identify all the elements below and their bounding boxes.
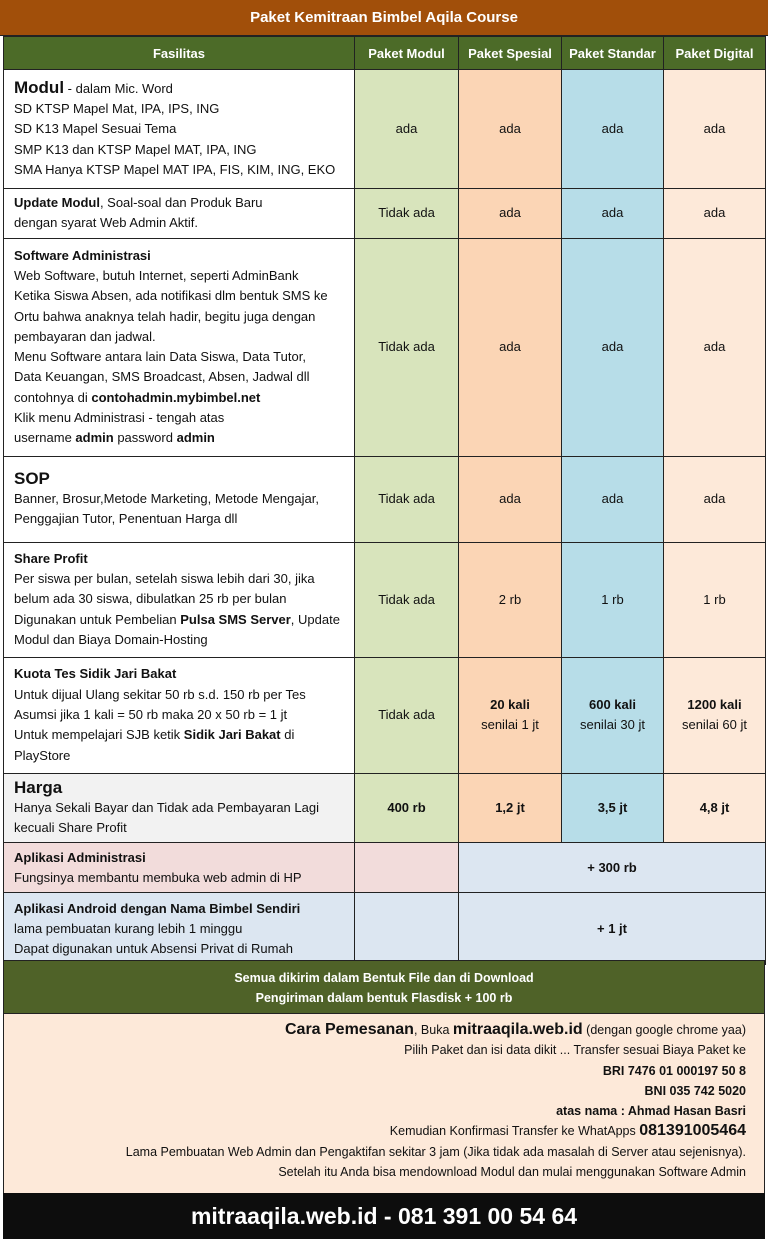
price-paket-spesial: 1,2 jt [459,773,562,843]
cell-update-paket-standar: ada [562,189,664,239]
header-paket-spesial: Paket Spesial [459,37,562,70]
addon-price-aplikasi-android: + 1 jt [459,893,766,965]
cell-software-paket-digital: ada [664,238,766,456]
order-site-link[interactable]: mitraaqila.web.id [452,1021,583,1038]
cell-kuota-paket-modul: Tidak ada [355,657,459,773]
price-paket-standar: 3,5 jt [562,773,664,843]
cell-sop-paket-spesial: ada [459,456,562,542]
cell-update-paket-digital: ada [664,189,766,239]
fasilitas-modul: Modul - dalam Mic. Word SD KTSP Mapel Mat, IPA, IPS, ING SD K13 Mapel Sesuai Tema SMP K13 dan KTSP Mapel MAT, IPA, ING SMA Hanya KTSP Mapel MAT IPA, FIS, KIM, ING, EKO [4,70,355,189]
row-modul [4,70,766,189]
cell-share-paket-modul: Tidak ada [355,542,459,657]
cell-kuota-paket-digital: 1200 kali senilai 60 jt [664,657,766,773]
addon-empty-cell [355,893,459,965]
cell-modul-paket-digital: ada [664,70,766,189]
addon-empty-cell [355,843,459,893]
cell-kuota-paket-spesial: 20 kali senilai 1 jt [459,657,562,773]
order-heading: Cara Pemesanan [284,1021,414,1038]
cell-modul-paket-spesial: ada [459,70,562,189]
row-sop [4,456,766,542]
bank-bri: BRI 7476 01 000197 50 8 [602,1063,746,1078]
cell-software-paket-standar: ada [562,238,664,456]
cell-share-paket-standar: 1 rb [562,542,664,657]
cell-sop-paket-modul: Tidak ada [355,456,459,542]
cell-modul-paket-standar: ada [562,70,664,189]
cell-sop-paket-digital: ada [664,456,766,542]
row-kuota-tes-sidik-jari [4,657,766,773]
cell-share-paket-spesial: 2 rb [459,542,562,657]
fasilitas-software-administrasi: Software Administrasi Web Software, butuh Internet, seperti AdminBank Ketika Siswa Absen, ada notifikasi dlm bentuk SMS ke Ortu bahwa anaknya telah hadir, begitu juga dengan pembayaran dan jadwal. Menu Software antara lain Data Siswa, Data Tutor, Data Keuangan, SMS Broadcast, Absen, Jadwal dll contohnya di contohadmin.mybimbel.net Klik menu Administrasi - tengah atas username admin password admin [4,238,355,456]
cell-update-paket-modul: Tidak ada [355,189,459,239]
header-paket-standar: Paket Standar [562,37,664,70]
fasilitas-kuota-tes: Kuota Tes Sidik Jari Bakat Untuk dijual Ulang sekitar 50 rb s.d. 150 rb per Tes Asumsi jika 1 kali = 50 rb maka 20 x 50 rb = 1 jt Untuk mempelajari SJB ketik Sidik Jari Bakat di PlayStore [4,657,355,773]
cell-share-paket-digital: 1 rb [664,542,766,657]
footer-contact: mitraaqila.web.id - 081 391 00 54 64 [3,1193,765,1239]
cell-sop-paket-standar: ada [562,456,664,542]
row-share-profit [4,542,766,657]
header-paket-modul: Paket Modul [355,37,459,70]
fasilitas-sop: SOP Banner, Brosur,Metode Marketing, Metode Mengajar, Penggajian Tutor, Penentuan Harga dll [4,456,355,542]
fasilitas-harga: Harga Hanya Sekali Bayar dan Tidak ada Pembayaran Lagi kecuali Share Profit [4,773,355,843]
header-row [4,37,766,70]
fasilitas-share-profit: Share Profit Per siswa per bulan, setelah siswa lebih dari 30, jika belum ada 30 siswa, dibulatkan 25 rb per bulan Digunakan untuk Pembelian Pulsa SMS Server, Update Modul dan Biaya Domain-Hosting [4,542,355,657]
row-addon-aplikasi-android [4,893,766,965]
cell-update-paket-spesial: ada [459,189,562,239]
row-software-administrasi [4,238,766,456]
cell-kuota-paket-standar: 600 kali senilai 30 jt [562,657,664,773]
contoh-admin-link: contohadmin.mybimbel.net [91,389,261,405]
bank-bni: BNI 035 742 5020 [644,1083,746,1098]
fasilitas-update-modul: Update Modul, Soal-soal dan Produk Baru dengan syarat Web Admin Aktif. [4,189,355,239]
header-fasilitas: Fasilitas [4,37,355,70]
header-paket-digital: Paket Digital [664,37,766,70]
addon-price-aplikasi-administrasi: + 300 rb [459,843,766,893]
row-harga [4,773,766,843]
whatsapp-number: 081391005464 [639,1122,746,1140]
cell-software-paket-modul: Tidak ada [355,238,459,456]
cell-modul-paket-modul: ada [355,70,459,189]
account-holder: atas nama : Ahmad Hasan Basri [556,1104,746,1119]
price-paket-modul: 400 rb [355,773,459,843]
package-table [3,36,766,965]
price-paket-digital: 4,8 jt [664,773,766,843]
order-instructions: Cara Pemesanan, Buka mitraaqila.web.id (dengan google chrome yaa) Pilih Paket dan isi data dikit ... Transfer sesuai Biaya Paket ke BRI 7476 01 000197 50 8 BNI 035 742 5020 atas nama : Ahmad Hasan Basri Kemudian Konfirmasi Transfer ke WhatApps 081391005464 Lama Pembuatan Web Admin dan Pengaktifan sekitar 3 jam (Jika tidak ada masalah di Server atau sejenisnya). Setelah itu Anda bisa mendownload Modul dan mulai menggunakan Software Admin [3,1014,765,1193]
addon-aplikasi-android: Aplikasi Android dengan Nama Bimbel Sendiri lama pembuatan kurang lebih 1 minggu Dapat digunakan untuk Absensi Privat di Rumah [4,893,355,965]
addon-aplikasi-administrasi: Aplikasi Administrasi Fungsinya membantu membuka web admin di HP [4,843,355,893]
cell-software-paket-spesial: ada [459,238,562,456]
row-update-modul [4,189,766,239]
delivery-note: Semua dikirim dalam Bentuk File dan di Download Pengiriman dalam bentuk Flasdisk + 100 rb [3,960,765,1014]
page-title: Paket Kemitraan Bimbel Aqila Course [0,0,768,36]
row-addon-aplikasi-administrasi [4,843,766,893]
